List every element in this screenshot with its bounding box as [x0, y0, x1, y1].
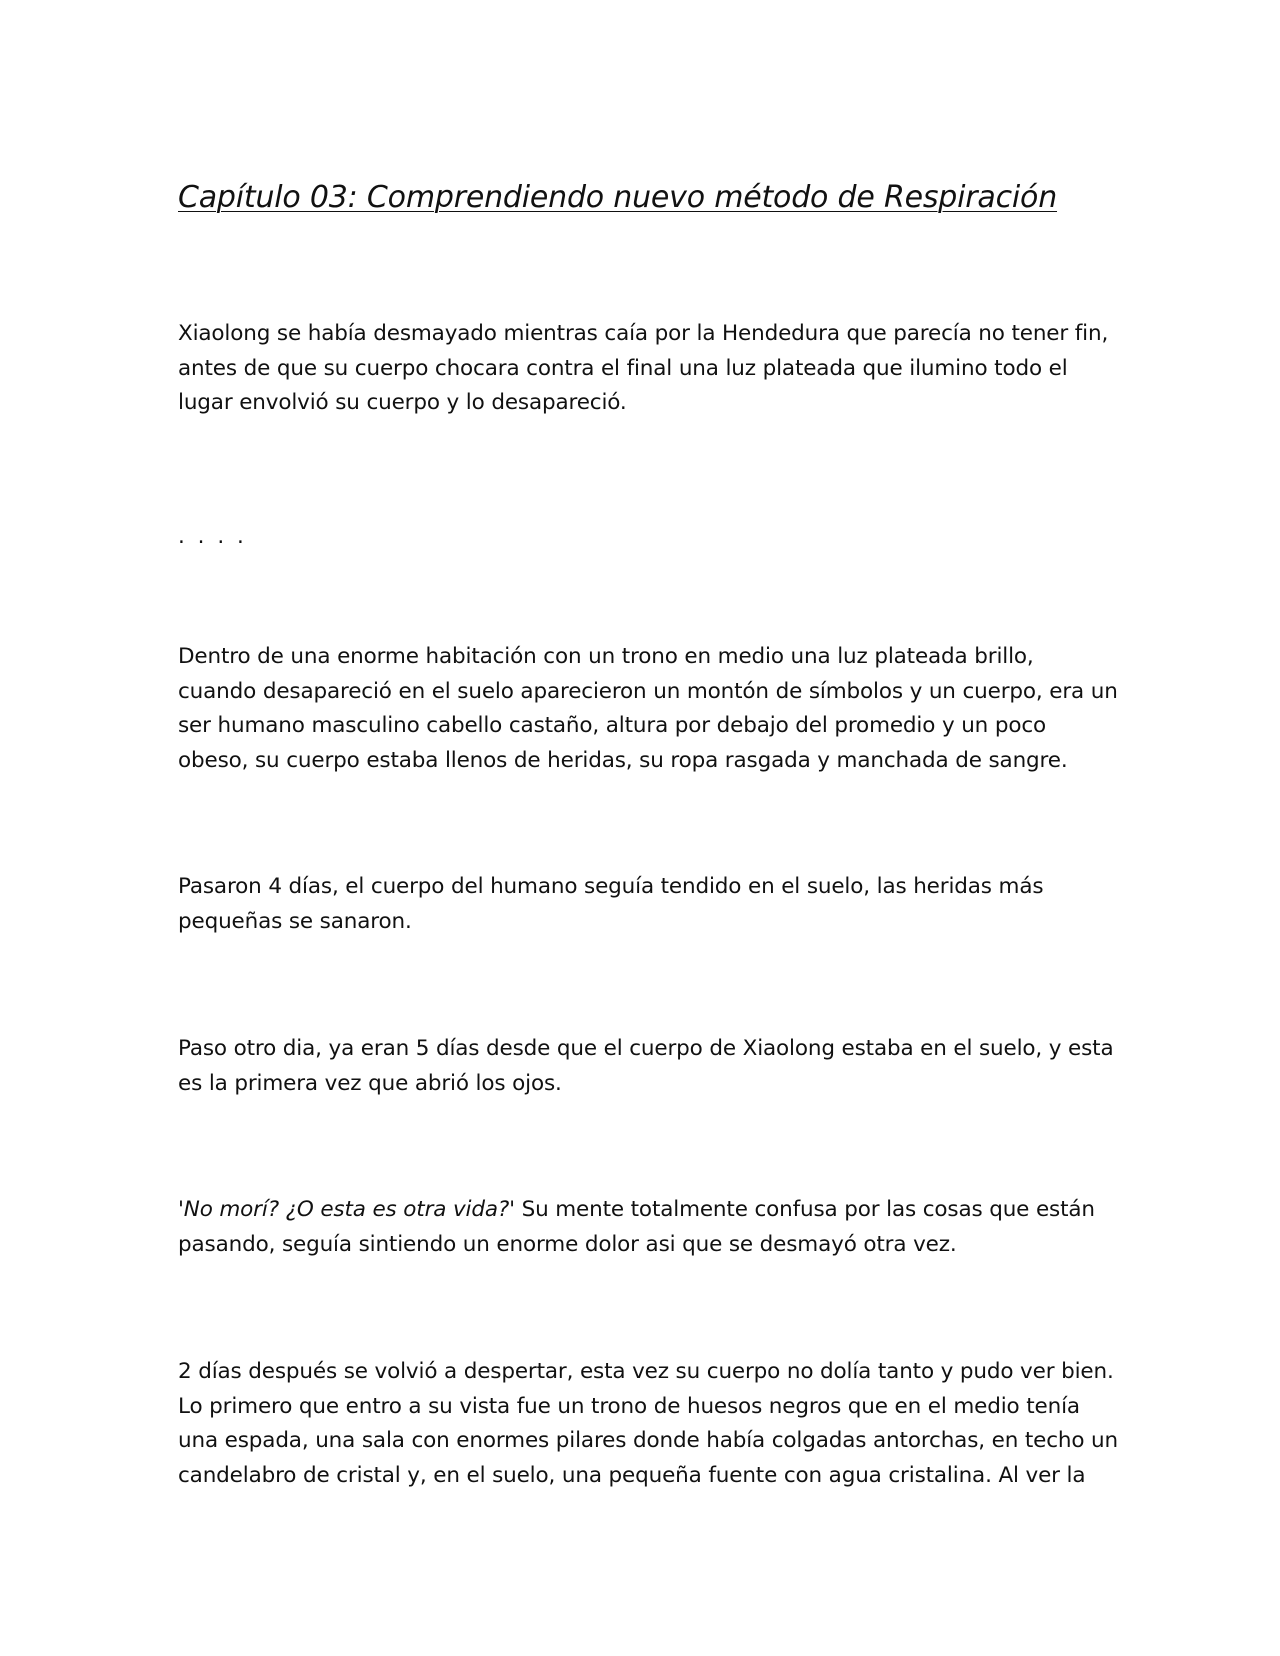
paragraph-5-text: Su mente totalmente confusa por las cosas que están pasando, seguía sintiendo un enorme dolor asi que se desmayó otra vez.: [178, 1197, 1095, 1257]
paragraph-4: Paso otro dia, ya eran 5 días desde que el cuerpo de Xiaolong estaba en el suelo, y esta es la primera vez que abrió los ojos.: [178, 1036, 1114, 1096]
inner-thought: 'No morí? ¿O esta es otra vida?': [178, 1197, 515, 1222]
scene-separator: . . . .: [178, 524, 247, 549]
document-body: [178, 180, 1119, 1488]
paragraph-5: [178, 1193, 1118, 1262]
paragraph-6: 2 días después se volvió a despertar, esta vez su cuerpo no dolía tanto y pudo ver bien. Lo primero que entro a su vista fue un trono de huesos negros que en el medio tenía una espada, una sala con enormes pilares donde había colgadas antorchas, en techo un candelabro de cristal y, en el suelo, una pequeña fuente con agua cristalina. Al ver la: [178, 1359, 1119, 1488]
paragraph-2: Dentro de una enorme habitación con un trono en medio una luz plateada brillo, cuando desapareció en el suelo aparecieron un montón de símbolos y un cuerpo, era un ser humano masculino cabello castaño, altura por debajo del promedio y un poco obeso, su cuerpo estaba llenos de heridas, su ropa rasgada y manchada de sangre.: [178, 644, 1118, 773]
paragraph-3: Pasaron 4 días, el cuerpo del humano seguía tendido en el suelo, las heridas más pequeñas se sanaron.: [178, 874, 1044, 934]
chapter-title: Capítulo 03: Comprendiendo nuevo método de Respiración: [178, 180, 1058, 215]
paragraph-1: Xiaolong se había desmayado mientras caía por la Hendedura que parecía no tener fin, antes de que su cuerpo chocara contra el final una luz plateada que ilumino todo el lugar envolvió su cuerpo y lo desapareció.: [178, 321, 1109, 415]
